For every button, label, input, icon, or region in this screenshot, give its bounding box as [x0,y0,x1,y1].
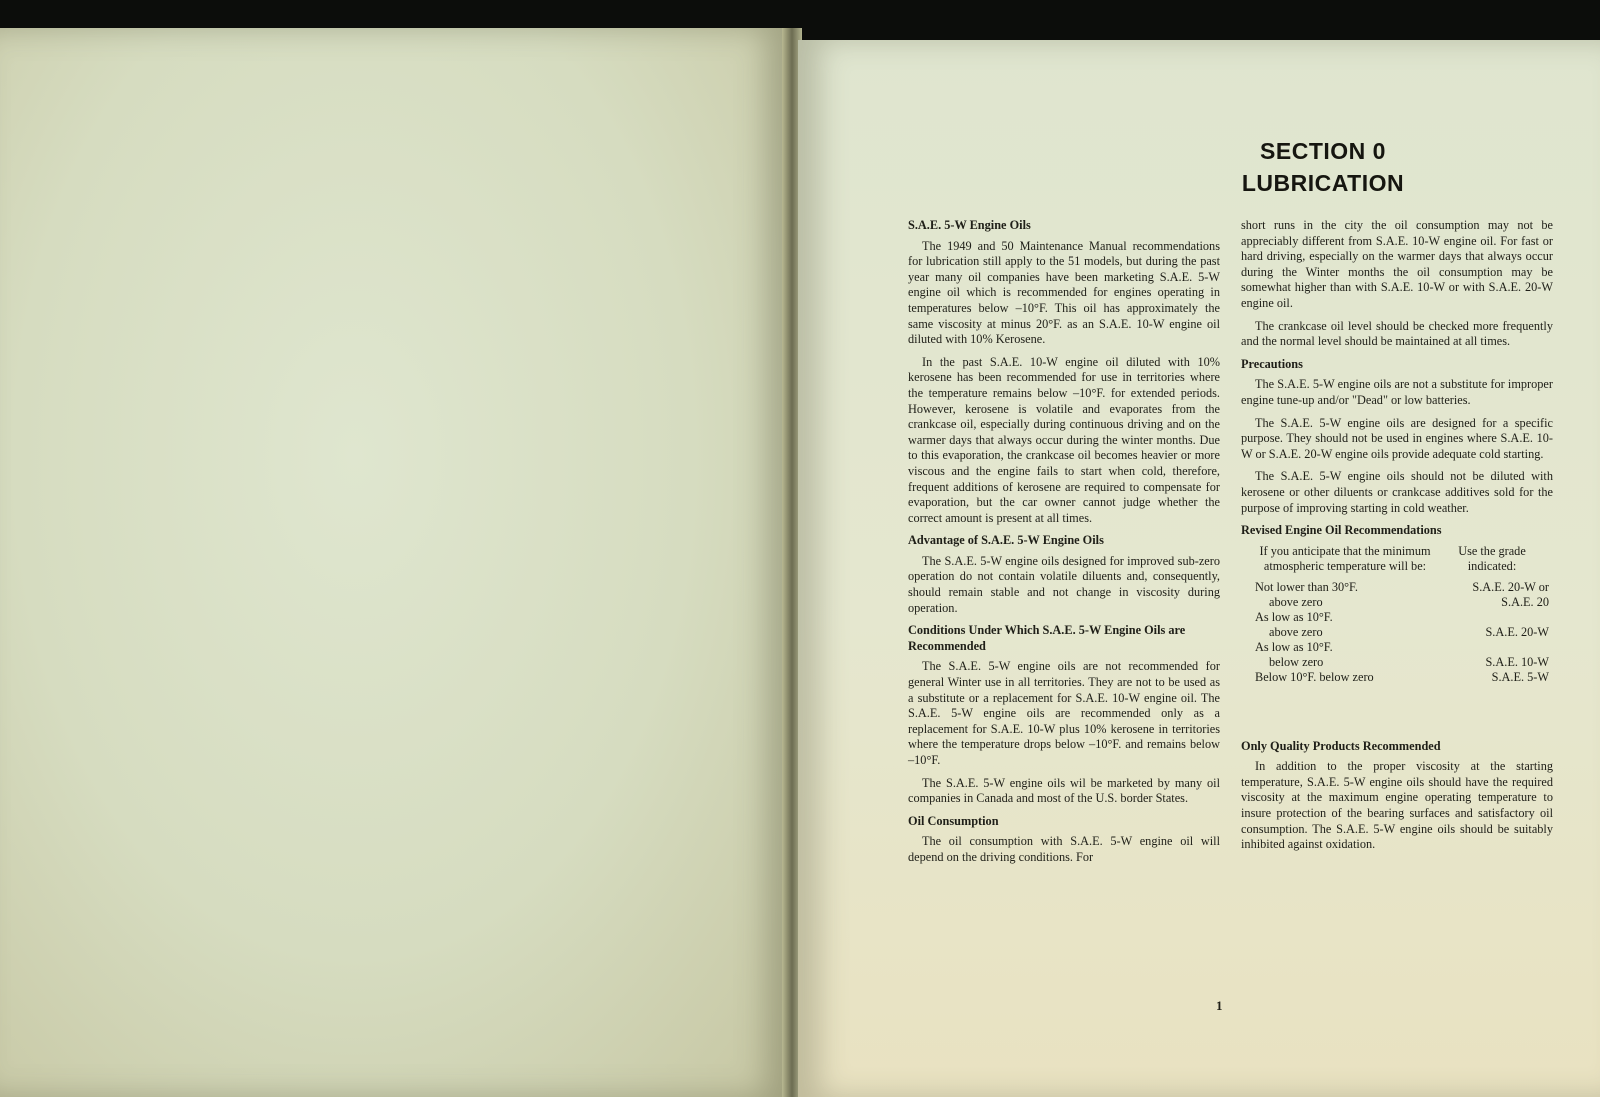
body-paragraph: In the past S.A.E. 10-W engine oil diluted with 10% kerosene has been recommended for use in territories where the temperature remains below –10°F. for extended periods. However, kerosene is volatile and evaporates from the crankcase oil, especially during continuous driving and on the warmer days that always occur during the winter months. Due to this evaporation, the crankcase oil becomes heavier or more viscous and the engine fails to start when cold, therefore, frequent additions of kerosene are required to compensate for evaporation, but the car owner cannot judge whether the correct amount is present at all times. [908,354,1220,525]
right-text-column [1241,218,1553,860]
body-paragraph: The 1949 and 50 Maintenance Manual recommendations for lubrication still apply to the 51 models, but during the past year many oil companies have been marketing S.A.E. 5-W engine oil which is recommended for engines operating in temperatures below –10°F. This oil has approximately the same viscosity at minus 20°F. as an S.A.E. 10-W engine oil diluted with 10% Kerosene. [908,238,1220,347]
body-paragraph: The S.A.E. 5-W engine oils are not recommended for general Winter use in all territories. They are not to be used as a substitute or a replacement for S.A.E. 10-W engine oil. The S.A.E. 5-W engine oils are recommended only as a replacement for S.A.E. 10-W plus 10% kerosene in territories where the temperature drops below –10°F. and remains below –10°F. [908,659,1220,767]
temperature-cell: Below 10°F. below zero [1255,669,1374,684]
grade-cell: S.A.E. 10-W [1485,654,1549,669]
temperature-cell: As low as 10°F. below zero [1255,639,1333,669]
temperature-cell: Not lower than 30°F. above zero [1255,579,1358,609]
section-subheading: Revised Engine Oil Recommendations [1241,523,1442,538]
right-column-bottom [1241,739,1553,853]
table-row [1255,580,1549,610]
body-paragraph: In addition to the proper viscosity at the starting temperature, S.A.E. 5-W engine oils should have the required viscosity at the maximum engine operating temperature to insure protection of the bearing surfaces and satisfactory oil consumption. The S.A.E. 5-W engine oils should be suitably inhibited against oxidation. [1241,759,1553,852]
body-paragraph: The S.A.E. 5-W engine oils designed for improved sub-zero operation do not contain volatile diluents and, consequently, should remain stable and not change in viscosity during operation. [908,553,1220,615]
grade-cell: S.A.E. 20-W or S.A.E. 20 [1472,579,1549,609]
section-heading [1158,135,1488,199]
table-row [1255,670,1549,685]
table-header-grade: Use the grade indicated: [1458,543,1526,573]
temperature-cell: As low as 10°F. above zero [1255,609,1333,639]
right-column-top [1241,218,1553,539]
body-paragraph: short runs in the city the oil consumption may not be appreciably different from S.A.E. 10-W engine oil. For fast or hard driving, especially on the warmer days that always occur during the Winter months the oil consumption may be somewhat higher than with S.A.E. 10-W or with S.A.E. 20-W engine oil. [1241,218,1553,310]
body-paragraph: The crankcase oil level should be checked more frequently and the normal level should be maintained at all times. [1241,318,1553,349]
grade-cell: S.A.E. 5-W [1491,669,1549,684]
table-row [1255,640,1549,670]
oil-recommendation-table [1255,544,1549,685]
body-paragraph: The oil consumption with S.A.E. 5-W engine oil will depend on the driving conditions. For [908,834,1220,864]
left-page [0,28,788,1097]
table-row [1255,610,1549,640]
section-title: LUBRICATION [1241,170,1405,196]
section-subheading: S.A.E. 5-W Engine Oils [908,218,1031,232]
section-number: SECTION 0 [1260,138,1386,164]
left-text-column [908,218,1220,873]
body-paragraph: The S.A.E. 5-W engine oils are not a substitute for improper engine tune-up and/or "Dead" or low batteries. [1241,377,1553,407]
section-subheading: Oil Consumption [908,813,999,828]
body-paragraph: The S.A.E. 5-W engine oils should not be diluted with kerosene or other diluents or crankcase additives sold for the purpose of improving starting in cold weather. [1241,469,1553,515]
section-subheading: Precautions [1241,356,1303,371]
table-header-row [1255,544,1549,580]
table-header-temperature: If you anticipate that the minimum atmospheric temperature will be: [1259,543,1431,573]
page-number: 1 [1216,998,1223,1013]
section-subheading: Advantage of S.A.E. 5-W Engine Oils [908,533,1104,548]
body-paragraph: The S.A.E. 5-W engine oils wil be marketed by many oil companies in Canada and most of the U.S. border States. [908,775,1220,806]
grade-cell: S.A.E. 20-W [1485,624,1549,639]
body-paragraph: The S.A.E. 5-W engine oils are designed for a specific purpose. They should not be used in engines where S.A.E. 10-W or S.A.E. 20-W engine oils provide adequate cold starting. [1241,415,1553,461]
right-page [798,40,1600,1097]
section-subheading: Only Quality Products Recommended [1241,738,1441,753]
section-subheading: Conditions Under Which S.A.E. 5-W Engine Oils are Recommended [908,623,1186,653]
